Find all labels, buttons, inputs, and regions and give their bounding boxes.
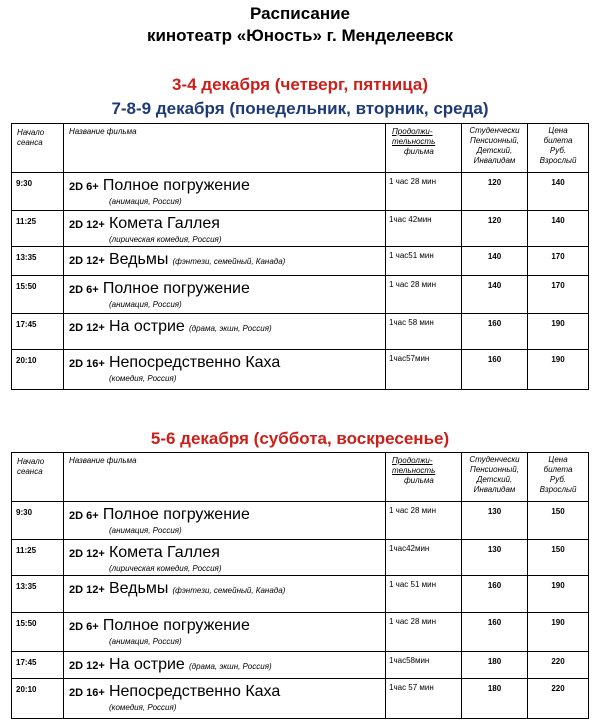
film-duration: 1 час 51 мин [386, 576, 462, 613]
film-title: Комета Галлея [108, 215, 220, 232]
schedule-table-weekdays [11, 123, 589, 390]
header-start-time [12, 453, 64, 502]
film-cell [64, 613, 386, 652]
session-time: 13:35 [12, 247, 64, 276]
film-line [69, 215, 385, 234]
header-discount-price [462, 453, 528, 502]
header-line: Пенсионный, [470, 465, 519, 474]
header-line: Руб. [549, 475, 567, 484]
discount-price: 160 [462, 576, 528, 613]
table-row [12, 314, 589, 350]
adult-price: 190 [528, 314, 589, 350]
header-line: Взрослый [539, 156, 577, 165]
film-genre: (комедия, Россия) [109, 703, 177, 712]
film-duration: 1 час51 мин [386, 247, 462, 276]
header-text: тельность [392, 137, 436, 146]
session-time: 13:35 [12, 576, 64, 613]
adult-price: 140 [528, 211, 589, 247]
film-duration: 1час42мин [386, 540, 462, 576]
header-film-title: Название фильма [64, 453, 386, 502]
header-text: тельность [392, 466, 436, 475]
table-row [12, 276, 589, 314]
film-title: Непосредственно Каха [108, 354, 281, 371]
film-cell [64, 314, 386, 350]
session-time: 15:50 [12, 613, 64, 652]
film-line [69, 656, 385, 676]
adult-price: 190 [528, 576, 589, 613]
discount-price: 140 [462, 276, 528, 314]
film-line [69, 506, 385, 525]
film-duration: 1час 57 мин [386, 679, 462, 719]
header-adult-price [528, 124, 589, 173]
header-line: Инвалидам [473, 156, 516, 165]
adult-price: 140 [528, 173, 589, 211]
format-rating: 2D 6+ [69, 284, 99, 296]
format-rating: 2D 6+ [69, 621, 99, 633]
header-line: билета [543, 136, 573, 145]
film-cell [64, 350, 386, 390]
discount-price: 120 [462, 173, 528, 211]
film-line [69, 580, 385, 600]
session-time: 11:25 [12, 211, 64, 247]
table-row [12, 502, 589, 540]
header-line: Студенчески [469, 455, 520, 464]
film-genre: (анимация, Россия) [109, 526, 182, 535]
film-cell [64, 502, 386, 540]
format-rating: 2D 12+ [69, 660, 105, 672]
session-time: 17:45 [12, 652, 64, 679]
discount-price: 130 [462, 502, 528, 540]
table-row [12, 350, 589, 390]
session-time: 9:30 [12, 502, 64, 540]
adult-price: 190 [528, 613, 589, 652]
table-row [12, 211, 589, 247]
header-line [392, 127, 461, 137]
session-time: 20:10 [12, 350, 64, 390]
discount-price: 160 [462, 314, 528, 350]
film-title: На острие [108, 656, 185, 673]
header-line [392, 466, 461, 476]
header-text: фильма [404, 147, 434, 156]
table-row [12, 679, 589, 719]
format-rating: 2D 12+ [69, 548, 105, 560]
header-line: Руб. [549, 146, 567, 155]
header-text: фильма [404, 476, 434, 485]
film-cell [64, 247, 386, 276]
format-rating: 2D 16+ [69, 358, 105, 370]
film-title: Полное погружение [102, 280, 250, 297]
header-line: Начало [17, 457, 45, 466]
film-cell [64, 211, 386, 247]
header-line [392, 137, 461, 147]
header-line: Детский, [476, 475, 513, 484]
days-heading-3: 5-6 декабря (суббота, воскресенье) [150, 429, 450, 448]
adult-price: 150 [528, 502, 589, 540]
format-rating: 2D 12+ [69, 322, 105, 334]
discount-price: 140 [462, 247, 528, 276]
film-genre: (анимация, Россия) [109, 300, 182, 309]
session-time: 9:30 [12, 173, 64, 211]
table-header [12, 124, 589, 173]
header-text: Продолжи- [392, 456, 433, 465]
table-row [12, 540, 589, 576]
session-time: 15:50 [12, 276, 64, 314]
session-time: 17:45 [12, 314, 64, 350]
film-cell [64, 540, 386, 576]
header-line: сеанса [17, 138, 43, 147]
session-time: 20:10 [12, 679, 64, 719]
header-adult-price [528, 453, 589, 502]
film-title: Полное погружение [102, 506, 250, 523]
header-text: Продолжи- [392, 127, 433, 136]
header-line [392, 456, 461, 466]
film-genre: (лирическая комедия, Россия) [109, 564, 222, 573]
film-genre: (анимация, Россия) [109, 197, 182, 206]
film-title: Полное погружение [102, 177, 250, 194]
table-row [12, 613, 589, 652]
days-heading-2: 7-8-9 декабря (понедельник, вторник, среда) [111, 99, 489, 118]
film-title: Ведьмы [108, 251, 169, 268]
table-header [12, 453, 589, 502]
film-cell [64, 576, 386, 613]
header-line: Студенчески [469, 126, 520, 135]
header-start-time [12, 124, 64, 173]
table-row [12, 652, 589, 679]
discount-price: 180 [462, 679, 528, 719]
header-line: Цена [548, 126, 568, 135]
header-line: Пенсионный, [470, 136, 519, 145]
film-line [69, 251, 385, 271]
header-discount-price [462, 124, 528, 173]
discount-price: 180 [462, 652, 528, 679]
film-genre: (фэнтези, семейный, Канада) [172, 257, 286, 266]
header-line: Цена [548, 455, 568, 464]
header-line [392, 147, 461, 157]
header-line: Инвалидам [473, 485, 516, 494]
film-genre: (драма, экшн, Россия) [188, 662, 272, 671]
film-line [69, 177, 385, 196]
film-title: Комета Галлея [108, 544, 220, 561]
session-time: 11:25 [12, 540, 64, 576]
film-genre: (лирическая комедия, Россия) [109, 235, 222, 244]
film-title: Ведьмы [108, 580, 169, 597]
film-genre: (комедия, Россия) [109, 374, 177, 383]
film-duration: 1 час 28 мин [386, 276, 462, 314]
film-line [69, 683, 385, 702]
film-duration: 1 час 28 мин [386, 173, 462, 211]
table-row [12, 576, 589, 613]
header-line: Детский, [476, 146, 513, 155]
film-line [69, 617, 385, 636]
days-heading-1: 3-4 декабря (четверг, пятница) [172, 75, 428, 94]
film-duration: 1 час 28 мин [386, 502, 462, 540]
film-duration: 1час 58 мин [386, 314, 462, 350]
film-line [69, 280, 385, 299]
adult-price: 170 [528, 276, 589, 314]
film-duration: 1час 42мин [386, 211, 462, 247]
format-rating: 2D 12+ [69, 584, 105, 596]
adult-price: 150 [528, 540, 589, 576]
adult-price: 220 [528, 652, 589, 679]
adult-price: 170 [528, 247, 589, 276]
adult-price: 190 [528, 350, 589, 390]
header-line [392, 476, 461, 486]
film-cell [64, 679, 386, 719]
table-row [12, 247, 589, 276]
header-duration [386, 453, 462, 502]
format-rating: 2D 6+ [69, 181, 99, 193]
film-duration: 1час57мин [386, 350, 462, 390]
film-duration: 1 час 28 мин [386, 613, 462, 652]
header-film-title: Название фильма [64, 124, 386, 173]
discount-price: 130 [462, 540, 528, 576]
header-line: билета [543, 465, 573, 474]
film-genre: (фэнтези, семейный, Канада) [172, 586, 286, 595]
film-genre: (анимация, Россия) [109, 637, 182, 646]
format-rating: 2D 12+ [69, 255, 105, 267]
adult-price: 220 [528, 679, 589, 719]
cinema-name: кинотеатр «Юность» г. Менделеевск [146, 26, 454, 45]
schedule-table-weekend [11, 452, 589, 719]
film-title: На острие [108, 318, 185, 335]
film-duration: 1час58мин [386, 652, 462, 679]
film-genre: (драма, экшн, Россия) [188, 324, 272, 333]
header-duration [386, 124, 462, 173]
film-title: Полное погружение [102, 617, 250, 634]
format-rating: 2D 16+ [69, 687, 105, 699]
header-line: сеанса [17, 467, 43, 476]
page-title: Расписание [249, 4, 351, 23]
film-cell [64, 652, 386, 679]
discount-price: 160 [462, 350, 528, 390]
table-row [12, 173, 589, 211]
discount-price: 120 [462, 211, 528, 247]
film-line [69, 354, 385, 373]
film-title: Непосредственно Каха [108, 683, 281, 700]
film-cell [64, 276, 386, 314]
film-cell [64, 173, 386, 211]
discount-price: 160 [462, 613, 528, 652]
header-line: Начало [17, 128, 45, 137]
format-rating: 2D 6+ [69, 510, 99, 522]
header-line: Взрослый [539, 485, 577, 494]
format-rating: 2D 12+ [69, 219, 105, 231]
film-line [69, 318, 385, 338]
film-line [69, 544, 385, 563]
